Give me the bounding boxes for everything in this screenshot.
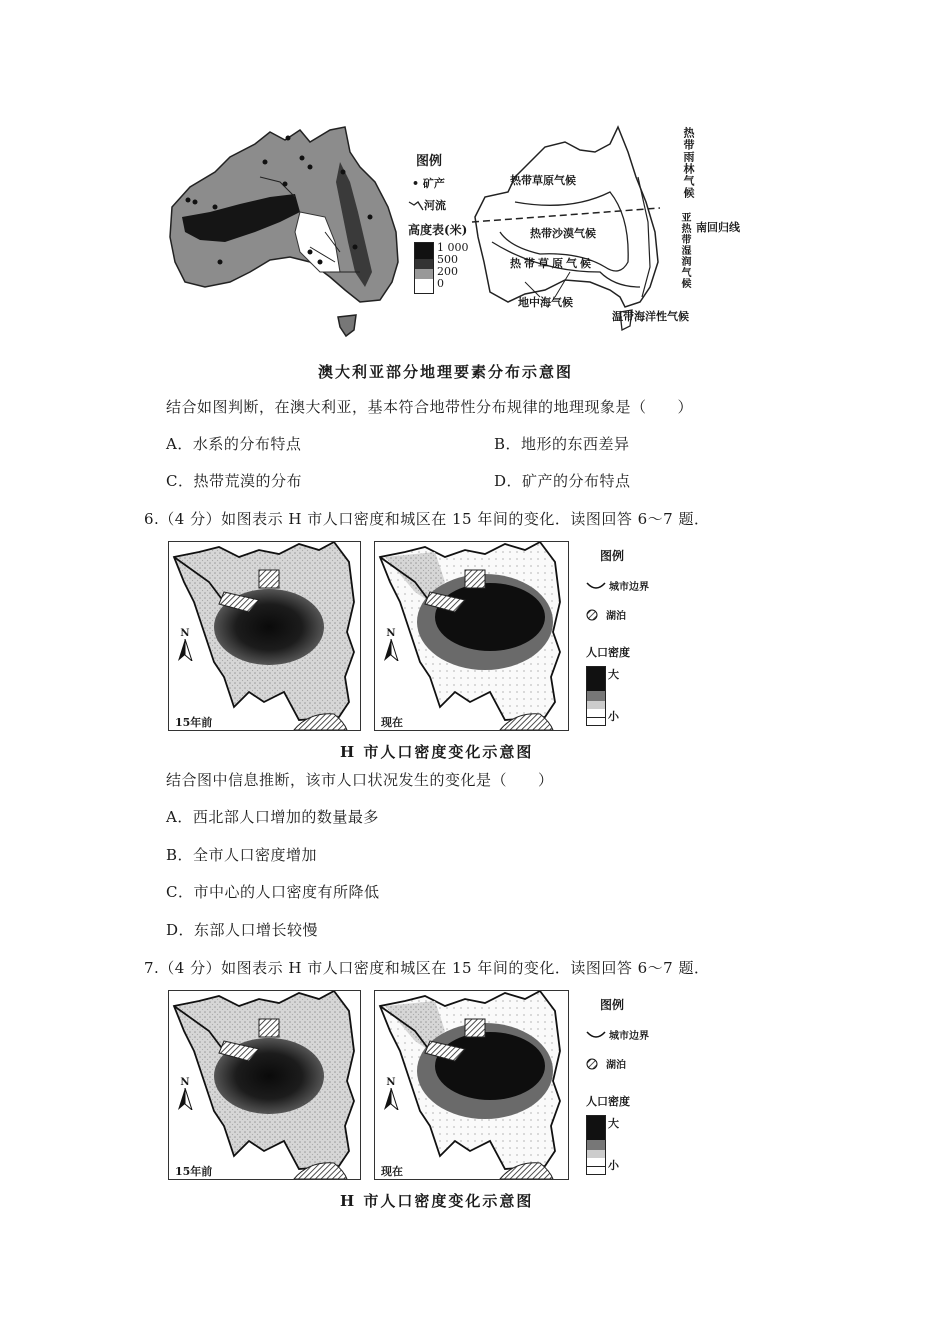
map-before-label: 15年前 xyxy=(175,1165,213,1178)
australia-terrain-map xyxy=(160,122,405,347)
north-arrow: N xyxy=(383,1077,399,1110)
australia-figure xyxy=(160,122,760,352)
map-15-years-ago xyxy=(168,541,361,731)
q7-figure-caption: H 市人口密度变化示意图 xyxy=(340,1192,534,1210)
legend-boundary-row: 城市边界 xyxy=(586,578,681,593)
density-color-bar xyxy=(586,666,606,726)
q6-stem: 结合图中信息推断，该市人口状况发生的变化是（ ） xyxy=(166,771,554,789)
q6-option-d[interactable]: D．东部人口增长较慢 xyxy=(166,921,319,939)
map-now-label: 现在 xyxy=(381,1165,403,1178)
q6-header: 6.（4 分）如图表示 H 市人口密度和城区在 15 年间的变化．读图回答 6～7 题． xyxy=(144,510,710,528)
map-now xyxy=(374,541,569,731)
q6-figure xyxy=(168,541,678,733)
q5-option-a[interactable]: A．水系的分布特点 xyxy=(166,435,302,453)
boundary-icon xyxy=(586,1030,606,1040)
legend-lake-row: 湖泊 xyxy=(586,607,681,622)
q5-option-b[interactable]: B．地形的东西差异 xyxy=(494,435,630,453)
map-15-years-ago xyxy=(168,990,361,1180)
map-now xyxy=(374,990,569,1180)
north-arrow-icon xyxy=(383,1088,399,1110)
density-color-bar xyxy=(586,1115,606,1175)
north-arrow: N xyxy=(177,628,193,661)
north-arrow-icon xyxy=(383,639,399,661)
legend-elevation-title: 高度表(米) xyxy=(408,223,468,237)
label-subtropical-humid: 亚热带湿润气候 xyxy=(679,212,690,289)
north-arrow-icon xyxy=(177,639,193,661)
q5-option-c[interactable]: C．热带荒漠的分布 xyxy=(166,472,302,490)
density-scale: 大 小 xyxy=(586,666,681,726)
label-tropical-savanna-south: 热带草原气候 xyxy=(510,257,594,270)
legend-river: 河流 xyxy=(424,199,446,212)
lake-icon xyxy=(586,1058,598,1070)
q5-stem: 结合如图判断，在澳大利亚，基本符合地带性分布规律的地理现象是（ ） xyxy=(166,398,694,416)
q6-option-a[interactable]: A．西北部人口增加的数量最多 xyxy=(166,808,379,826)
label-temperate-marine: 温带海洋性气候 xyxy=(612,310,689,323)
river-icon xyxy=(408,199,424,211)
density-scale: 大 小 xyxy=(586,1115,681,1175)
q6-option-b[interactable]: B．全市人口密度增加 xyxy=(166,846,318,864)
label-tropical-rainforest: 热带雨林气候 xyxy=(682,127,695,199)
legend-boundary-row: 城市边界 xyxy=(586,1027,681,1042)
north-arrow-icon xyxy=(177,1088,193,1110)
map-before-label: 15年前 xyxy=(175,716,213,729)
q6-figure-caption: H 市人口密度变化示意图 xyxy=(340,743,534,761)
north-arrow: N xyxy=(177,1077,193,1110)
q7-figure xyxy=(168,990,678,1182)
label-mediterranean: 地中海气候 xyxy=(518,296,573,309)
north-arrow: N xyxy=(383,628,399,661)
label-tropical-desert: 热带沙漠气候 xyxy=(530,227,596,240)
elevation-ticks: 1 000 500 200 0 xyxy=(437,241,469,290)
label-tropical-savanna-north: 热带草原气候 xyxy=(510,174,576,187)
q5-figure-caption: 澳大利亚部分地理要素分布示意图 xyxy=(318,363,574,381)
q5-option-d[interactable]: D．矿产的分布特点 xyxy=(494,472,631,490)
density-legend: 图例 城市边界 湖泊 人口密度 大 小 xyxy=(586,547,681,726)
map-now-label: 现在 xyxy=(381,716,403,729)
lake-icon xyxy=(586,609,598,621)
elevation-color-bar xyxy=(414,242,434,294)
density-legend: 图例 城市边界 湖泊 人口密度 大 小 xyxy=(586,996,681,1175)
q7-header: 7.（4 分）如图表示 H 市人口密度和城区在 15 年间的变化．读图回答 6～7 题． xyxy=(144,959,710,977)
legend-title: 图例 xyxy=(416,154,443,169)
boundary-icon xyxy=(586,581,606,591)
q6-option-c[interactable]: C．市中心的人口密度有所降低 xyxy=(166,883,380,901)
legend-mineral: • 矿产 xyxy=(412,177,445,190)
label-tropic-of-capricorn: 南回归线 xyxy=(696,221,740,234)
legend-lake-row: 湖泊 xyxy=(586,1056,681,1071)
